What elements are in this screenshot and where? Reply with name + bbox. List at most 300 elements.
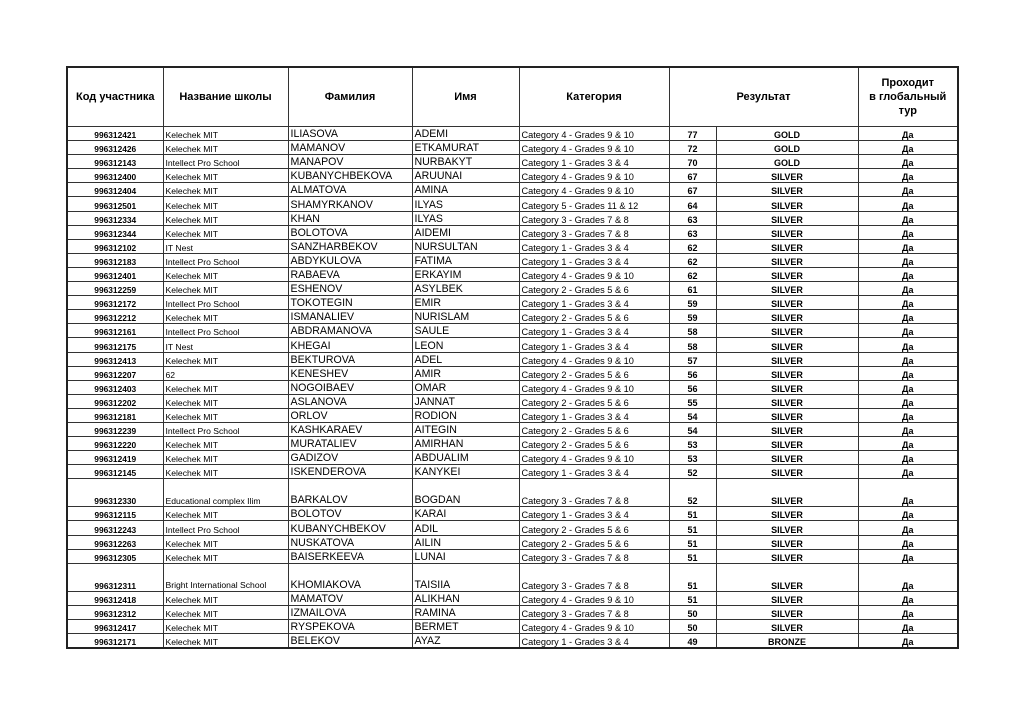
passes-global-round-cell: Да <box>858 465 958 479</box>
category-cell: Category 2 - Grades 5 & 6 <box>519 535 669 549</box>
surname-cell: KHEGAI <box>288 338 412 352</box>
participant-code-cell: 996312311 <box>67 563 163 591</box>
passes-global-round-cell: Да <box>858 225 958 239</box>
first-name-cell: ILYAS <box>412 197 519 211</box>
first-name-cell: NURSULTAN <box>412 239 519 253</box>
participant-code-cell: 996312418 <box>67 591 163 605</box>
school-name-cell: Educational complex Ilim <box>163 479 288 507</box>
school-name-cell: Intellect Pro School <box>163 521 288 535</box>
school-name-cell: Kelechek MIT <box>163 141 288 155</box>
surname-cell: TOKOTEGIN <box>288 296 412 310</box>
score-cell: 58 <box>669 324 716 338</box>
medal-cell: SILVER <box>716 465 858 479</box>
participant-code-cell: 996312404 <box>67 183 163 197</box>
surname-cell: BOLOTOV <box>288 507 412 521</box>
score-cell: 52 <box>669 465 716 479</box>
surname-cell: SHAMYRKANOV <box>288 197 412 211</box>
table-row <box>67 338 958 352</box>
medal-cell: SILVER <box>716 352 858 366</box>
category-cell: Category 1 - Grades 3 & 4 <box>519 634 669 649</box>
first-name-cell: AITEGIN <box>412 422 519 436</box>
header-school: Название школы <box>163 67 288 127</box>
surname-cell: ESHENOV <box>288 282 412 296</box>
participant-code-cell: 996312145 <box>67 465 163 479</box>
table-row <box>67 253 958 267</box>
passes-global-round-cell: Да <box>858 634 958 649</box>
score-cell: 70 <box>669 155 716 169</box>
surname-cell: ABDRAMANOVA <box>288 324 412 338</box>
table-body <box>67 127 958 649</box>
passes-global-round-cell: Да <box>858 422 958 436</box>
passes-global-round-cell: Да <box>858 380 958 394</box>
surname-cell: KUBANYCHBEKOVA <box>288 169 412 183</box>
score-cell: 62 <box>669 267 716 281</box>
table-row <box>67 591 958 605</box>
participant-code-cell: 996312501 <box>67 197 163 211</box>
participant-code-cell: 996312403 <box>67 380 163 394</box>
participant-code-cell: 996312421 <box>67 127 163 141</box>
participant-code-cell: 996312413 <box>67 352 163 366</box>
score-cell: 51 <box>669 521 716 535</box>
results-page <box>66 66 957 649</box>
table-row <box>67 465 958 479</box>
school-name-cell: Kelechek MIT <box>163 437 288 451</box>
school-name-cell: Kelechek MIT <box>163 183 288 197</box>
participant-code-cell: 996312207 <box>67 366 163 380</box>
category-cell: Category 2 - Grades 5 & 6 <box>519 422 669 436</box>
school-name-cell: Kelechek MIT <box>163 619 288 633</box>
medal-cell: SILVER <box>716 422 858 436</box>
passes-global-round-cell: Да <box>858 408 958 422</box>
participant-code-cell: 996312334 <box>67 211 163 225</box>
medal-cell: SILVER <box>716 324 858 338</box>
surname-cell: GADIZOV <box>288 451 412 465</box>
school-name-cell: Kelechek MIT <box>163 507 288 521</box>
first-name-cell: ADEL <box>412 352 519 366</box>
medal-cell: SILVER <box>716 521 858 535</box>
school-name-cell: Intellect Pro School <box>163 422 288 436</box>
score-cell: 62 <box>669 239 716 253</box>
category-cell: Category 1 - Grades 3 & 4 <box>519 408 669 422</box>
table-row <box>67 282 958 296</box>
category-cell: Category 4 - Grades 9 & 10 <box>519 169 669 183</box>
participant-code-cell: 996312401 <box>67 267 163 281</box>
passes-global-round-cell: Да <box>858 155 958 169</box>
medal-cell: SILVER <box>716 479 858 507</box>
category-cell: Category 4 - Grades 9 & 10 <box>519 619 669 633</box>
score-cell: 51 <box>669 549 716 563</box>
first-name-cell: LEON <box>412 338 519 352</box>
first-name-cell: JANNAT <box>412 394 519 408</box>
category-cell: Category 4 - Grades 9 & 10 <box>519 183 669 197</box>
score-cell: 64 <box>669 197 716 211</box>
participant-code-cell: 996312330 <box>67 479 163 507</box>
header-category: Категория <box>519 67 669 127</box>
category-cell: Category 4 - Grades 9 & 10 <box>519 267 669 281</box>
header-surname: Фамилия <box>288 67 412 127</box>
score-cell: 51 <box>669 507 716 521</box>
passes-global-round-cell: Да <box>858 197 958 211</box>
surname-cell: BARKALOV <box>288 479 412 507</box>
surname-cell: MANAPOV <box>288 155 412 169</box>
participant-code-cell: 996312175 <box>67 338 163 352</box>
participant-code-cell: 996312183 <box>67 253 163 267</box>
participant-code-cell: 996312171 <box>67 634 163 649</box>
first-name-cell: ARUUNAI <box>412 169 519 183</box>
first-name-cell: FATIMA <box>412 253 519 267</box>
passes-global-round-cell: Да <box>858 141 958 155</box>
passes-global-round-cell: Да <box>858 253 958 267</box>
school-name-cell: Intellect Pro School <box>163 324 288 338</box>
medal-cell: SILVER <box>716 282 858 296</box>
category-cell: Category 1 - Grades 3 & 4 <box>519 155 669 169</box>
surname-cell: NUSKATOVA <box>288 535 412 549</box>
school-name-cell: 62 <box>163 366 288 380</box>
participant-code-cell: 996312202 <box>67 394 163 408</box>
passes-global-round-cell: Да <box>858 127 958 141</box>
table-row <box>67 619 958 633</box>
passes-global-round-cell: Да <box>858 437 958 451</box>
participant-code-cell: 996312259 <box>67 282 163 296</box>
score-cell: 58 <box>669 338 716 352</box>
surname-cell: KASHKARAEV <box>288 422 412 436</box>
medal-cell: SILVER <box>716 605 858 619</box>
school-name-cell: Kelechek MIT <box>163 197 288 211</box>
category-cell: Category 4 - Grades 9 & 10 <box>519 591 669 605</box>
medal-cell: SILVER <box>716 437 858 451</box>
surname-cell: KUBANYCHBEKOV <box>288 521 412 535</box>
first-name-cell: AILIN <box>412 535 519 549</box>
passes-global-round-cell: Да <box>858 324 958 338</box>
table-row <box>67 324 958 338</box>
medal-cell: SILVER <box>716 451 858 465</box>
participant-code-cell: 996312426 <box>67 141 163 155</box>
table-row <box>67 521 958 535</box>
table-row <box>67 408 958 422</box>
category-cell: Category 2 - Grades 5 & 6 <box>519 310 669 324</box>
score-cell: 51 <box>669 591 716 605</box>
score-cell: 50 <box>669 619 716 633</box>
table-row <box>67 169 958 183</box>
surname-cell: KHOMIAKOVA <box>288 563 412 591</box>
medal-cell: SILVER <box>716 211 858 225</box>
participant-code-cell: 996312220 <box>67 437 163 451</box>
category-cell: Category 4 - Grades 9 & 10 <box>519 451 669 465</box>
medal-cell: SILVER <box>716 366 858 380</box>
surname-cell: BEKTUROVA <box>288 352 412 366</box>
participant-code-cell: 996312115 <box>67 507 163 521</box>
table-row <box>67 239 958 253</box>
table-row <box>67 366 958 380</box>
table-row <box>67 267 958 281</box>
table-row <box>67 437 958 451</box>
participant-code-cell: 996312243 <box>67 521 163 535</box>
surname-cell: RYSPEKOVA <box>288 619 412 633</box>
medal-cell: SILVER <box>716 310 858 324</box>
first-name-cell: BOGDAN <box>412 479 519 507</box>
school-name-cell: Kelechek MIT <box>163 169 288 183</box>
passes-global-round-cell: Да <box>858 563 958 591</box>
participant-code-cell: 996312181 <box>67 408 163 422</box>
score-cell: 59 <box>669 310 716 324</box>
table-row <box>67 155 958 169</box>
passes-global-round-cell: Да <box>858 183 958 197</box>
score-cell: 50 <box>669 605 716 619</box>
table-row <box>67 197 958 211</box>
first-name-cell: AYAZ <box>412 634 519 649</box>
first-name-cell: ABDUALIM <box>412 451 519 465</box>
medal-cell: SILVER <box>716 183 858 197</box>
school-name-cell: Kelechek MIT <box>163 127 288 141</box>
category-cell: Category 2 - Grades 5 & 6 <box>519 366 669 380</box>
score-cell: 51 <box>669 535 716 549</box>
medal-cell: GOLD <box>716 141 858 155</box>
passes-global-round-cell: Да <box>858 169 958 183</box>
score-cell: 54 <box>669 408 716 422</box>
results-table <box>66 66 959 649</box>
school-name-cell: Kelechek MIT <box>163 451 288 465</box>
score-cell: 77 <box>669 127 716 141</box>
medal-cell: SILVER <box>716 253 858 267</box>
participant-code-cell: 996312305 <box>67 549 163 563</box>
passes-global-round-cell: Да <box>858 605 958 619</box>
category-cell: Category 2 - Grades 5 & 6 <box>519 282 669 296</box>
first-name-cell: KARAI <box>412 507 519 521</box>
score-cell: 49 <box>669 634 716 649</box>
first-name-cell: ALIKHAN <box>412 591 519 605</box>
medal-cell: SILVER <box>716 549 858 563</box>
category-cell: Category 1 - Grades 3 & 4 <box>519 239 669 253</box>
score-cell: 63 <box>669 225 716 239</box>
first-name-cell: NURISLAM <box>412 310 519 324</box>
score-cell: 63 <box>669 211 716 225</box>
medal-cell: SILVER <box>716 169 858 183</box>
category-cell: Category 4 - Grades 9 & 10 <box>519 352 669 366</box>
school-name-cell: IT Nest <box>163 239 288 253</box>
table-row <box>67 549 958 563</box>
score-cell: 59 <box>669 296 716 310</box>
medal-cell: GOLD <box>716 127 858 141</box>
passes-global-round-cell: Да <box>858 338 958 352</box>
surname-cell: MAMATOV <box>288 591 412 605</box>
medal-cell: SILVER <box>716 380 858 394</box>
surname-cell: BAISERKEEVA <box>288 549 412 563</box>
table-header <box>67 67 958 127</box>
score-cell: 55 <box>669 394 716 408</box>
passes-global-round-cell: Да <box>858 535 958 549</box>
school-name-cell: Kelechek MIT <box>163 380 288 394</box>
passes-global-round-cell: Да <box>858 352 958 366</box>
table-row <box>67 310 958 324</box>
participant-code-cell: 996312161 <box>67 324 163 338</box>
first-name-cell: ERKAYIM <box>412 267 519 281</box>
school-name-cell: Kelechek MIT <box>163 549 288 563</box>
table-row <box>67 296 958 310</box>
participant-code-cell: 996312172 <box>67 296 163 310</box>
medal-cell: SILVER <box>716 296 858 310</box>
school-name-cell: Kelechek MIT <box>163 267 288 281</box>
passes-global-round-cell: Да <box>858 451 958 465</box>
medal-cell: SILVER <box>716 338 858 352</box>
surname-cell: MURATALIEV <box>288 437 412 451</box>
table-row <box>67 394 958 408</box>
score-cell: 54 <box>669 422 716 436</box>
passes-global-round-cell: Да <box>858 239 958 253</box>
first-name-cell: ETKAMURAT <box>412 141 519 155</box>
first-name-cell: ASYLBEK <box>412 282 519 296</box>
first-name-cell: AMINA <box>412 183 519 197</box>
category-cell: Category 4 - Grades 9 & 10 <box>519 141 669 155</box>
passes-global-round-cell: Да <box>858 479 958 507</box>
table-row <box>67 211 958 225</box>
participant-code-cell: 996312263 <box>67 535 163 549</box>
category-cell: Category 2 - Grades 5 & 6 <box>519 521 669 535</box>
surname-cell: IZMAILOVA <box>288 605 412 619</box>
category-cell: Category 4 - Grades 9 & 10 <box>519 380 669 394</box>
surname-cell: SANZHARBEKOV <box>288 239 412 253</box>
header-result: Результат <box>669 67 858 127</box>
school-name-cell: Kelechek MIT <box>163 591 288 605</box>
first-name-cell: KANYKEI <box>412 465 519 479</box>
header-code: Код участника <box>67 67 163 127</box>
score-cell: 53 <box>669 451 716 465</box>
table-row <box>67 634 958 649</box>
passes-global-round-cell: Да <box>858 394 958 408</box>
surname-cell: BELEKOV <box>288 634 412 649</box>
category-cell: Category 1 - Grades 3 & 4 <box>519 296 669 310</box>
score-cell: 67 <box>669 169 716 183</box>
medal-cell: SILVER <box>716 408 858 422</box>
score-cell: 52 <box>669 479 716 507</box>
participant-code-cell: 996312417 <box>67 619 163 633</box>
table-row <box>67 380 958 394</box>
passes-global-round-cell: Да <box>858 507 958 521</box>
score-cell: 61 <box>669 282 716 296</box>
score-cell: 56 <box>669 366 716 380</box>
surname-cell: BOLOTOVA <box>288 225 412 239</box>
medal-cell: SILVER <box>716 225 858 239</box>
surname-cell: KENESHEV <box>288 366 412 380</box>
participant-code-cell: 996312212 <box>67 310 163 324</box>
score-cell: 72 <box>669 141 716 155</box>
school-name-cell: Kelechek MIT <box>163 408 288 422</box>
participant-code-cell: 996312400 <box>67 169 163 183</box>
school-name-cell: IT Nest <box>163 338 288 352</box>
score-cell: 53 <box>669 437 716 451</box>
header-pass: Проходит в глобальный тур <box>858 67 958 127</box>
passes-global-round-cell: Да <box>858 549 958 563</box>
medal-cell: GOLD <box>716 155 858 169</box>
category-cell: Category 2 - Grades 5 & 6 <box>519 437 669 451</box>
school-name-cell: Kelechek MIT <box>163 394 288 408</box>
surname-cell: ILIASOVA <box>288 127 412 141</box>
category-cell: Category 3 - Grades 7 & 8 <box>519 225 669 239</box>
table-row <box>67 141 958 155</box>
surname-cell: RABAEVA <box>288 267 412 281</box>
school-name-cell: Kelechek MIT <box>163 310 288 324</box>
passes-global-round-cell: Да <box>858 619 958 633</box>
medal-cell: SILVER <box>716 267 858 281</box>
medal-cell: SILVER <box>716 535 858 549</box>
category-cell: Category 3 - Grades 7 & 8 <box>519 211 669 225</box>
score-cell: 56 <box>669 380 716 394</box>
school-name-cell: Kelechek MIT <box>163 465 288 479</box>
school-name-cell: Kelechek MIT <box>163 211 288 225</box>
score-cell: 57 <box>669 352 716 366</box>
participant-code-cell: 996312102 <box>67 239 163 253</box>
school-name-cell: Kelechek MIT <box>163 282 288 296</box>
first-name-cell: TAISIIA <box>412 563 519 591</box>
first-name-cell: OMAR <box>412 380 519 394</box>
category-cell: Category 4 - Grades 9 & 10 <box>519 127 669 141</box>
passes-global-round-cell: Да <box>858 282 958 296</box>
table-row <box>67 563 958 591</box>
table-row <box>67 225 958 239</box>
surname-cell: MAMANOV <box>288 141 412 155</box>
surname-cell: ISKENDEROVA <box>288 465 412 479</box>
participant-code-cell: 996312344 <box>67 225 163 239</box>
school-name-cell: Intellect Pro School <box>163 253 288 267</box>
surname-cell: ORLOV <box>288 408 412 422</box>
first-name-cell: BERMET <box>412 619 519 633</box>
participant-code-cell: 996312312 <box>67 605 163 619</box>
medal-cell: SILVER <box>716 507 858 521</box>
category-cell: Category 1 - Grades 3 & 4 <box>519 338 669 352</box>
medal-cell: SILVER <box>716 619 858 633</box>
school-name-cell: Intellect Pro School <box>163 155 288 169</box>
table-row <box>67 479 958 507</box>
passes-global-round-cell: Да <box>858 591 958 605</box>
first-name-cell: SAULE <box>412 324 519 338</box>
school-name-cell: Kelechek MIT <box>163 605 288 619</box>
table-row <box>67 127 958 141</box>
school-name-cell: Kelechek MIT <box>163 535 288 549</box>
school-name-cell: Kelechek MIT <box>163 225 288 239</box>
table-row <box>67 183 958 197</box>
participant-code-cell: 996312143 <box>67 155 163 169</box>
category-cell: Category 1 - Grades 3 & 4 <box>519 465 669 479</box>
category-cell: Category 1 - Grades 3 & 4 <box>519 253 669 267</box>
table-row <box>67 352 958 366</box>
score-cell: 67 <box>669 183 716 197</box>
first-name-cell: EMIR <box>412 296 519 310</box>
first-name-cell: ADEMI <box>412 127 519 141</box>
passes-global-round-cell: Да <box>858 211 958 225</box>
category-cell: Category 3 - Grades 7 & 8 <box>519 549 669 563</box>
medal-cell: BRONZE <box>716 634 858 649</box>
participant-code-cell: 996312239 <box>67 422 163 436</box>
score-cell: 62 <box>669 253 716 267</box>
passes-global-round-cell: Да <box>858 521 958 535</box>
table-row <box>67 451 958 465</box>
passes-global-round-cell: Да <box>858 310 958 324</box>
medal-cell: SILVER <box>716 239 858 253</box>
surname-cell: ALMATOVA <box>288 183 412 197</box>
table-row <box>67 605 958 619</box>
surname-cell: NOGOIBAEV <box>288 380 412 394</box>
school-name-cell: Kelechek MIT <box>163 634 288 649</box>
score-cell: 51 <box>669 563 716 591</box>
table-row <box>67 535 958 549</box>
first-name-cell: NURBAKYT <box>412 155 519 169</box>
category-cell: Category 3 - Grades 7 & 8 <box>519 563 669 591</box>
surname-cell: KHAN <box>288 211 412 225</box>
category-cell: Category 3 - Grades 7 & 8 <box>519 605 669 619</box>
passes-global-round-cell: Да <box>858 296 958 310</box>
medal-cell: SILVER <box>716 563 858 591</box>
first-name-cell: RODION <box>412 408 519 422</box>
first-name-cell: AMIR <box>412 366 519 380</box>
